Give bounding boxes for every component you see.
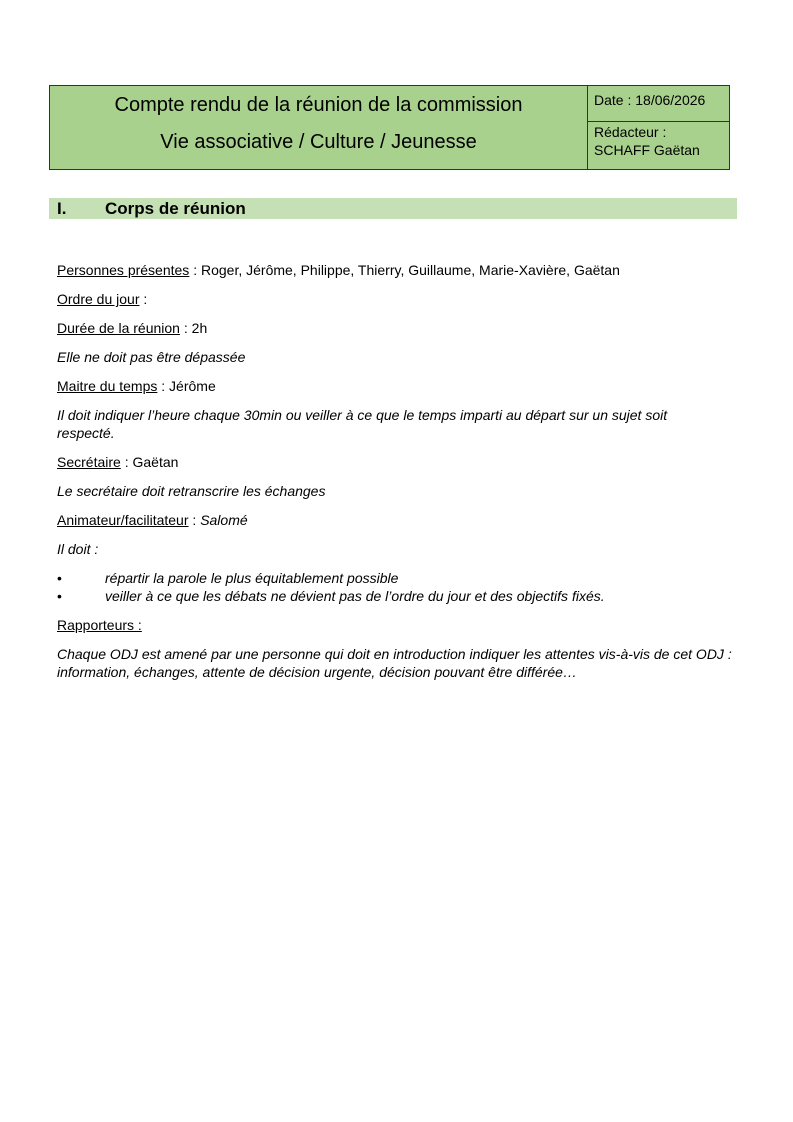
maitre-label: Maitre du temps	[57, 378, 158, 394]
maitre-value: : Jérôme	[157, 378, 216, 394]
odj-value: :	[139, 291, 148, 307]
rapporteurs-label: Rapporteurs :	[57, 617, 142, 633]
presents-line	[57, 261, 732, 279]
duree-value: : 2h	[179, 320, 208, 336]
header-table	[49, 85, 730, 170]
animateur-sep: :	[188, 512, 201, 528]
list-item	[57, 569, 732, 587]
odj-label: Ordre du jour	[57, 291, 140, 307]
bullet-icon: •	[57, 570, 62, 586]
presents-label: Personnes présentes	[57, 262, 190, 278]
author-label: Rédacteur :	[594, 124, 667, 140]
list-item	[57, 587, 732, 605]
duree-note: Elle ne doit pas être dépassée	[57, 349, 246, 365]
maitre-line	[57, 377, 732, 395]
animateur-label: Animateur/facilitateur	[57, 512, 189, 528]
section-number: I.	[57, 199, 67, 218]
animateur-line	[57, 511, 732, 529]
duree-label: Durée de la réunion	[57, 320, 180, 336]
maitre-note: Il doit indiquer l’heure chaque 30min ou veiller à ce que le temps imparti au départ sur un sujet soit respecté.	[57, 407, 668, 441]
date-cell	[588, 86, 730, 122]
section-title: Corps de réunion	[105, 199, 246, 218]
section-heading	[49, 198, 737, 219]
author-name: SCHAFF Gaëtan	[594, 142, 700, 158]
secretaire-note: Le secrétaire doit retranscrire les échanges	[57, 483, 326, 499]
rapporteurs-line	[57, 616, 732, 634]
document-title-line1: Compte rendu de la réunion de la commission	[114, 94, 523, 116]
bullet-icon: •	[57, 588, 62, 604]
secretaire-value: : Gaëtan	[120, 454, 179, 470]
presents-value: : Roger, Jérôme, Philippe, Thierry, Guillaume, Marie-Xavière, Gaëtan	[189, 262, 620, 278]
odj-line	[57, 290, 732, 308]
secretaire-label: Secrétaire	[57, 454, 121, 470]
author-cell	[588, 122, 730, 170]
animateur-note: Il doit :	[57, 541, 99, 557]
bullet-text-1: répartir la parole le plus équitablement possible	[105, 570, 399, 586]
document-title-line2: Vie associative / Culture / Jeunesse	[160, 131, 477, 153]
rapporteurs-note: Chaque ODJ est amené par une personne qui doit en introduction indiquer les attentes vis-à-vis de cet ODJ : information, échanges, attente de décision urgente, décision pouvant être différée…	[57, 646, 732, 680]
duree-line	[57, 319, 732, 337]
animateur-value: Salomé	[200, 512, 248, 528]
secretaire-line	[57, 453, 732, 471]
title-cell	[50, 86, 588, 170]
bullet-text-2: veiller à ce que les débats ne dévient pas de l’ordre du jour et des objectifs fixés.	[105, 588, 605, 604]
date-text: Date : 18/06/2026	[594, 92, 706, 108]
